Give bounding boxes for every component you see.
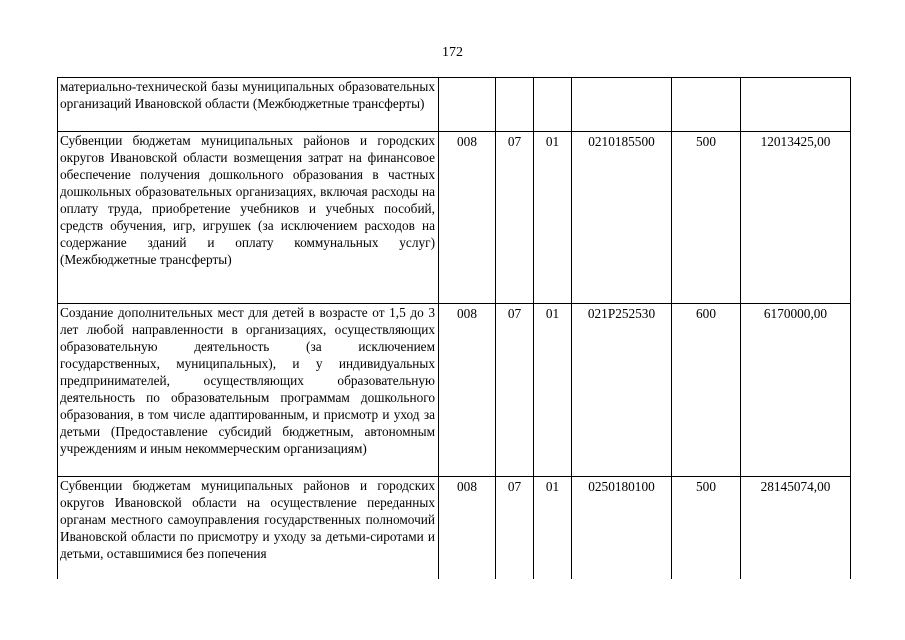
section-code [496,78,534,132]
expense-type-code: 600 [672,304,741,477]
page-bottom-margin [0,579,905,640]
subsection-code [534,78,572,132]
amount-value [741,78,851,132]
target-article-code: 0210185500 [572,132,672,304]
target-article-code: 021P252530 [572,304,672,477]
budget-table [57,77,851,587]
expense-type-code: 500 [672,132,741,304]
table-row [58,132,851,304]
expense-type-code: 500 [672,477,741,587]
table-row [58,78,851,132]
amount-value: 6170000,00 [741,304,851,477]
section-code: 07 [496,132,534,304]
ministry-code [439,78,496,132]
amount-value: 28145074,00 [741,477,851,587]
row-description: Создание дополнительных мест для детей в возрасте от 1,5 до 3 лет любой направленности в организациях, осуществляющих образовательную деятельность (за исключением государственных, муниципальных), и у индивидуальных предпринимателей, осуществляющих образовательную деятельность по образовательным программам дошкольного образования, в том числе адаптированным, и присмотр и уход за детьми (Предоставление субсидий бюджетным, автономным учреждениям и иным некоммерческим организациям) [58,304,439,477]
table-row [58,477,851,587]
ministry-code: 008 [439,132,496,304]
section-code: 07 [496,304,534,477]
page-number: 172 [442,45,463,60]
amount-value: 12013425,00 [741,132,851,304]
subsection-code: 01 [534,304,572,477]
section-code: 07 [496,477,534,587]
table-row [58,304,851,477]
target-article-code: 0250180100 [572,477,672,587]
row-description: Субвенции бюджетам муниципальных районов и городских округов Ивановской области возмещения затрат на финансовое обеспечение получения дошкольного образования в частных дошкольных образовательных организациях, включая расходы на оплату труда, приобретение учебников и учебных пособий, средств обучения, игр, игрушек (за исключением расходов на содержание зданий и оплату коммунальных услуг) (Межбюджетные трансферты) [58,132,439,304]
subsection-code: 01 [534,477,572,587]
row-description: Субвенции бюджетам муниципальных районов и городских округов Ивановской области на осуществление переданных органам местного самоуправления государственных полномочий Ивановской области по присмотру и уходу за детьми-сиротами и детьми, оставшимися без попечения [58,477,439,587]
ministry-code: 008 [439,304,496,477]
expense-type-code [672,78,741,132]
row-description: материально-технической базы муниципальных образовательных организаций Ивановской области (Межбюджетные трансферты) [58,78,439,132]
ministry-code: 008 [439,477,496,587]
subsection-code: 01 [534,132,572,304]
target-article-code [572,78,672,132]
